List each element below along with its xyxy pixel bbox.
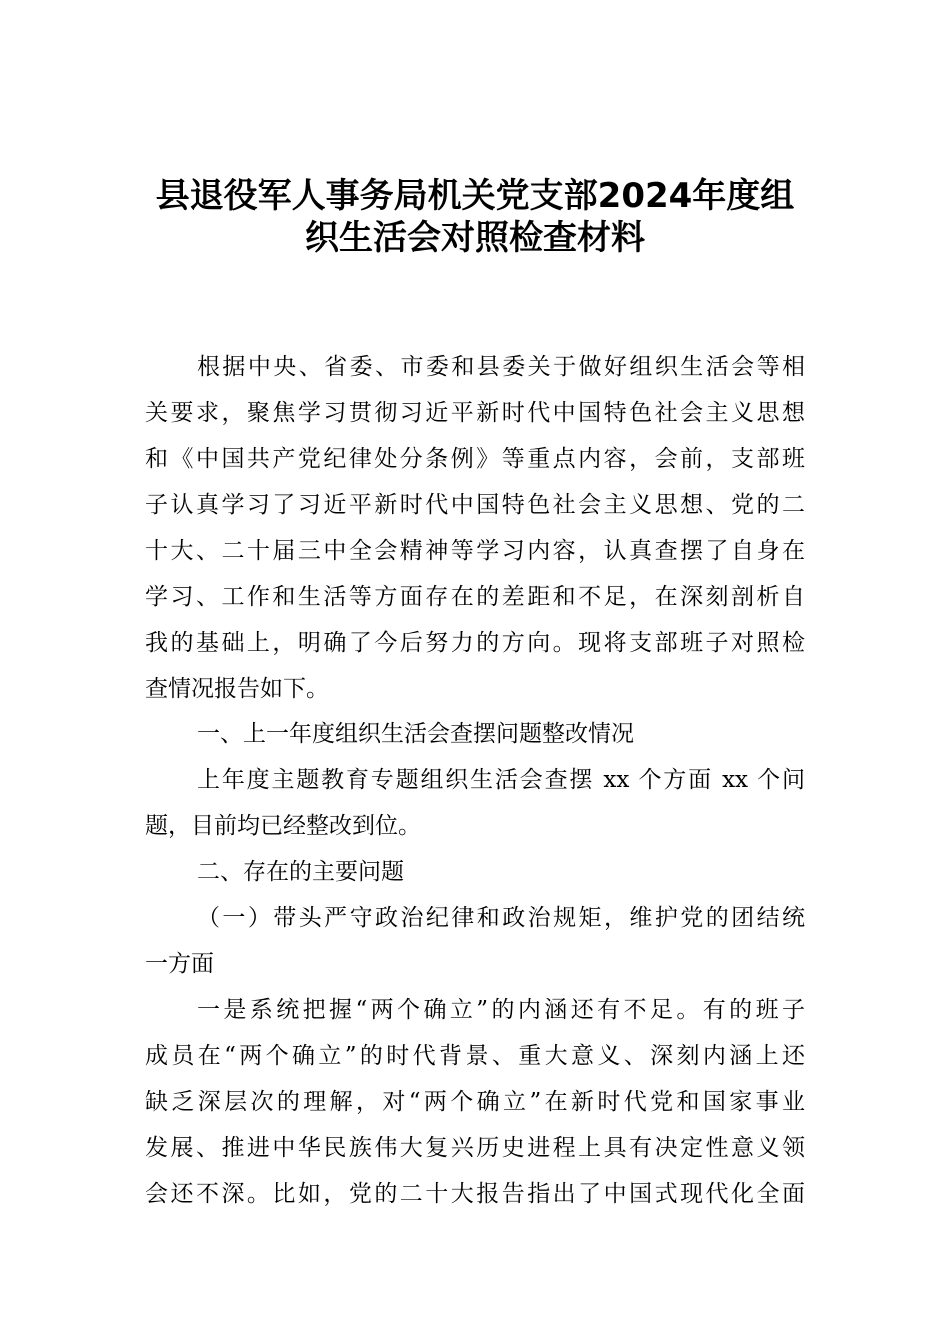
document-title-line-1: 县退役军人事务局机关党支部2024年度组: [155, 176, 795, 216]
intro-line: 我的基础上，明确了今后努力的方向。现将支部班子对照检: [145, 630, 805, 656]
intro-line: 十大、二十届三中全会精神等学习内容，认真查摆了自身在: [145, 538, 805, 564]
intro-line: 根据中央、省委、市委和县委关于做好组织生活会等相: [197, 354, 805, 380]
section-1-line: 上年度主题教育专题组织生活会查摆 xx 个方面 xx 个问: [197, 767, 805, 793]
paragraph-line: 缺乏深层次的理解，对“两个确立”在新时代党和国家事业: [145, 1089, 805, 1115]
subsection-1-heading-line: 一方面: [145, 951, 214, 977]
intro-line: 学习、工作和生活等方面存在的差距和不足，在深刻剖析自: [145, 584, 805, 610]
paragraph-line: 发展、推进中华民族伟大复兴历史进程上具有决定性意义领: [145, 1135, 805, 1161]
section-2-heading: 二、存在的主要问题: [197, 859, 404, 885]
subsection-1-heading-line: （一）带头严守政治纪律和政治规矩，维护党的团结统: [197, 905, 805, 931]
paragraph-line: 一是系统把握“两个确立”的内涵还有不足。有的班子: [197, 997, 805, 1023]
paragraph-line: 会还不深。比如，党的二十大报告指出了中国式现代化全面: [145, 1181, 805, 1207]
intro-line: 和《中国共产党纪律处分条例》等重点内容，会前，支部班: [145, 446, 805, 472]
intro-line: 关要求，聚焦学习贯彻习近平新时代中国特色社会主义思想: [145, 400, 805, 426]
paragraph-line: 成员在“两个确立”的时代背景、重大意义、深刻内涵上还: [145, 1043, 805, 1069]
document-title-line-2: 织生活会对照检查材料: [305, 218, 645, 258]
section-1-heading: 一、上一年度组织生活会查摆问题整改情况: [197, 721, 634, 747]
intro-line: 查情况报告如下。: [145, 676, 329, 702]
intro-line: 子认真学习了习近平新时代中国特色社会主义思想、党的二: [145, 492, 805, 518]
section-1-line: 题，目前均已经整改到位。: [145, 813, 421, 839]
